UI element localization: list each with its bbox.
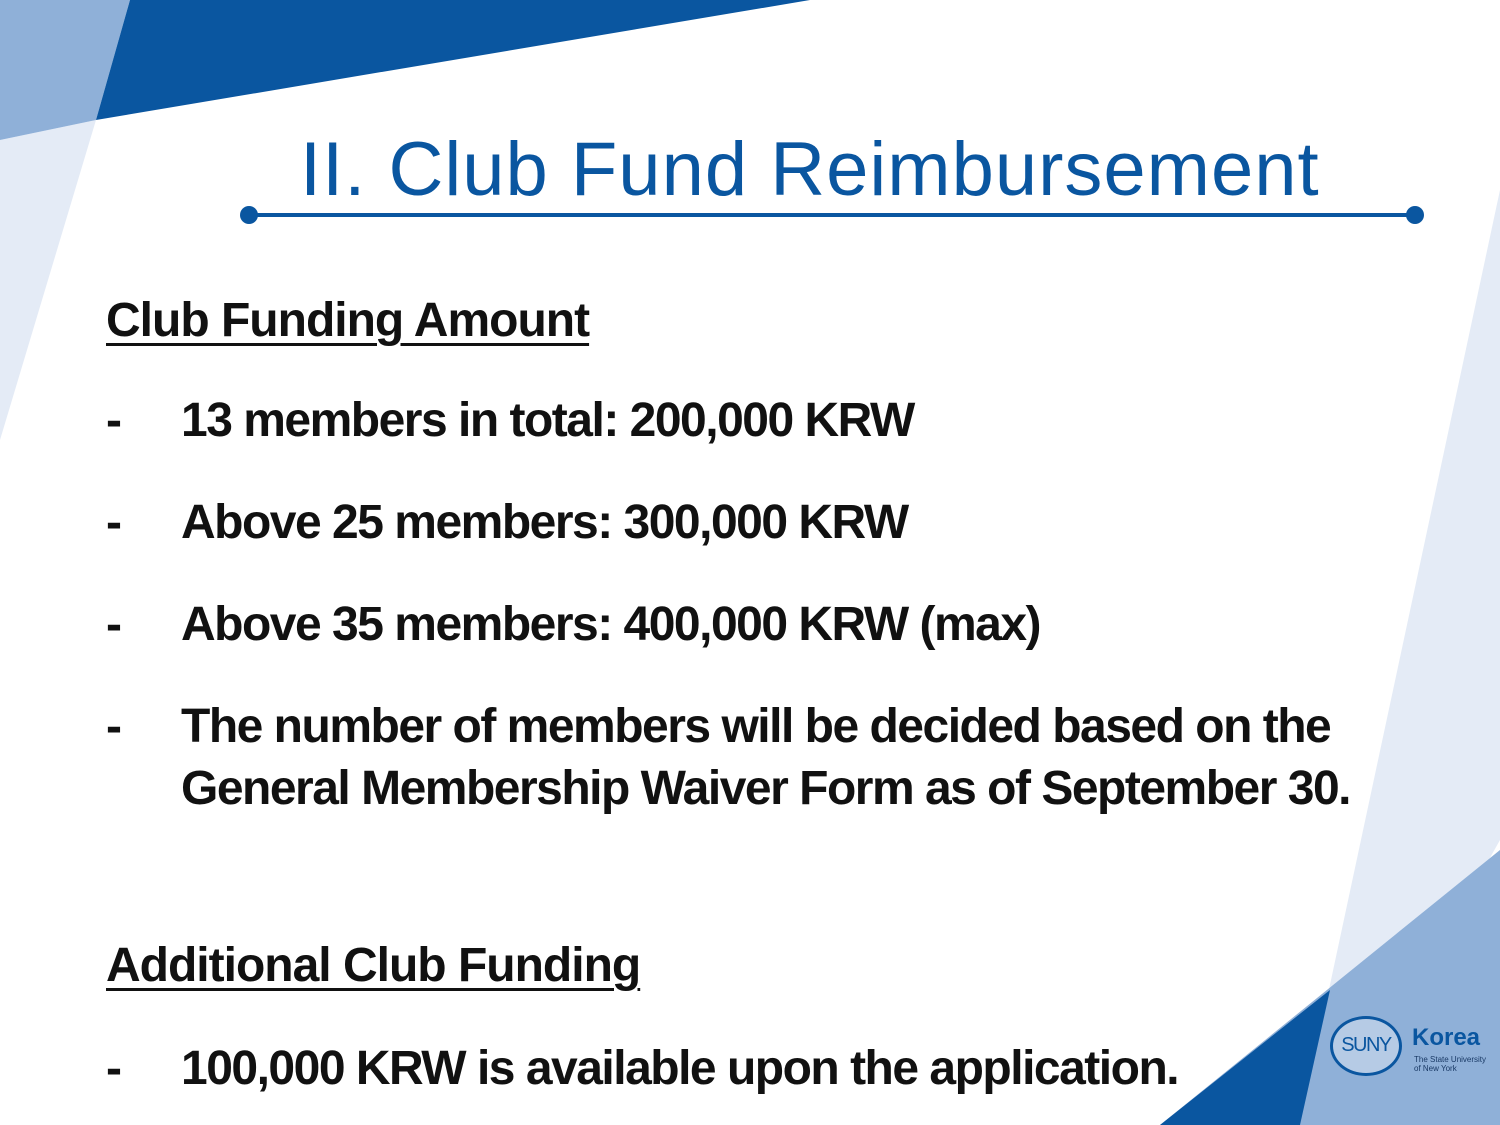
logo-korea-text: Korea <box>1412 1024 1481 1051</box>
bullet-marker: - <box>106 394 122 447</box>
bullet-text: Above 35 members: 400,000 KRW (max) <box>181 598 1041 651</box>
bullet-marker: - <box>106 598 122 651</box>
bg-dark-blue-top-band <box>96 0 810 120</box>
bullet-marker: - <box>106 496 122 549</box>
title-underline <box>246 213 1418 217</box>
logo-subtitle-line-1: The State University <box>1414 1055 1487 1064</box>
logo-subtitle-line-2: of New York <box>1414 1064 1457 1073</box>
section-heading-additional-club-funding: Additional Club Funding <box>106 939 641 992</box>
bullet-text: Above 25 members: 300,000 KRW <box>181 496 908 549</box>
logo-suny-text: SUNY <box>1341 1034 1391 1056</box>
suny-korea-logo <box>1328 1016 1488 1082</box>
bullet-text: 100,000 KRW is available upon the application. <box>181 1042 1179 1095</box>
bg-pale-left-strip <box>0 120 96 440</box>
bullet-marker: - <box>106 700 122 753</box>
section-heading-club-funding-amount: Club Funding Amount <box>106 294 590 347</box>
bullet-text: 13 members in total: 200,000 KRW <box>181 394 914 447</box>
logo-subtitle <box>1414 1055 1494 1073</box>
bullet-marker: - <box>106 1042 122 1095</box>
title-underline-right-dot <box>1406 206 1424 224</box>
title-underline-left-dot <box>240 206 258 224</box>
bullet-text: The number of members will be decided based on the General Membership Waiver Form as of September 30. <box>181 700 1350 815</box>
slide-title: II. Club Fund Reimbursement <box>300 127 1320 212</box>
